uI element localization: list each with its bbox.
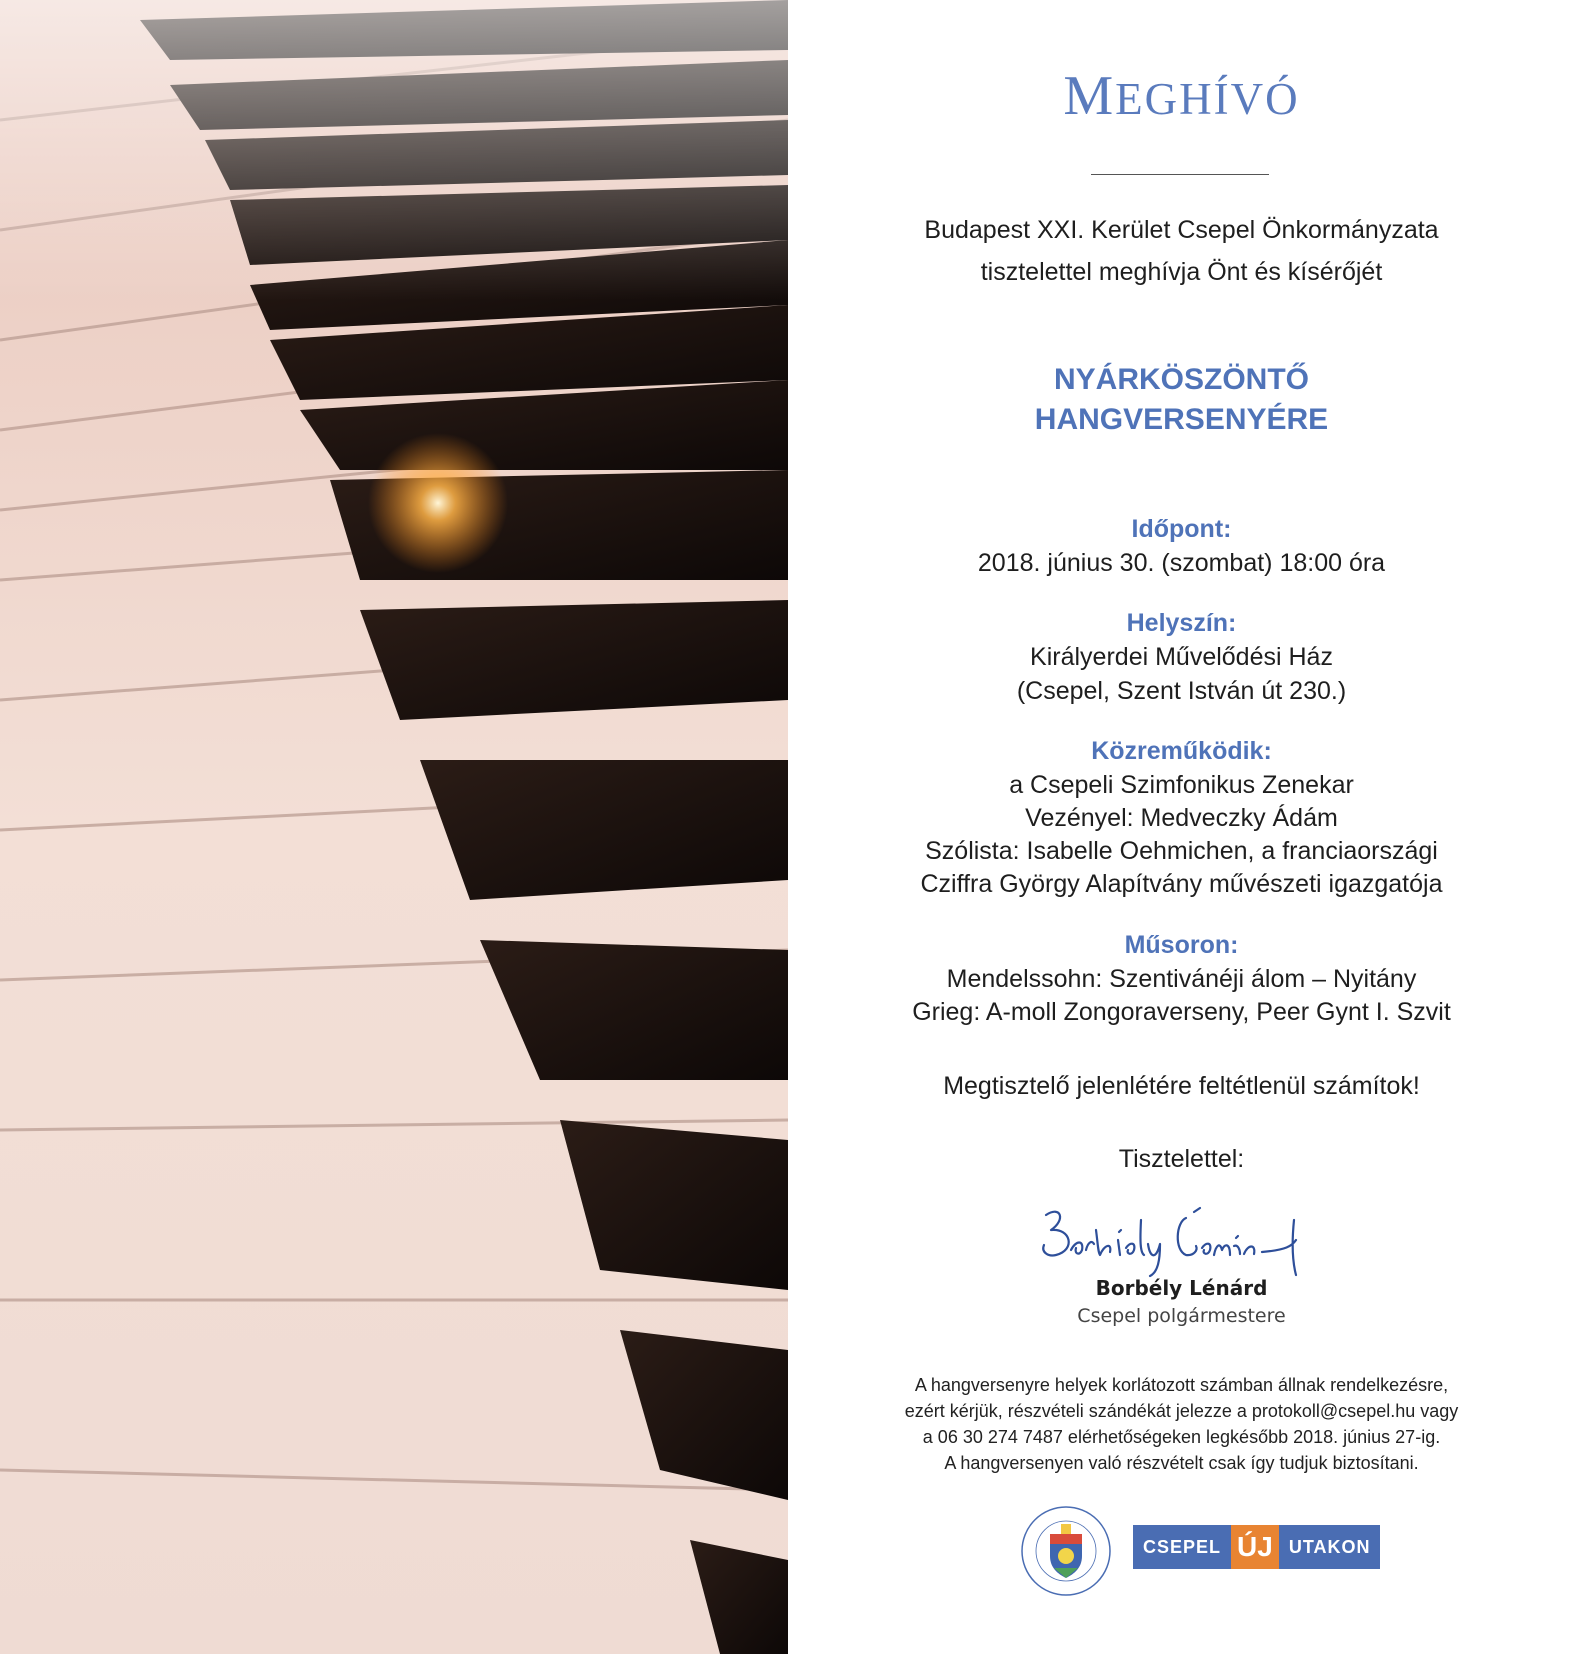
host-line-1: Budapest XXI. Kerület Csepel Önkormányzata — [924, 216, 1439, 244]
notice-line: a 06 30 274 7487 elérhetőségeken legkésőbb 2018. június 27-ig. — [922, 1427, 1441, 1447]
brand-right-text: UTAKON — [1279, 1525, 1381, 1569]
invitation-title: MEGHÍVÓ — [1063, 65, 1300, 127]
csepel-crest-logo — [1018, 1498, 1114, 1604]
title-divider — [1091, 174, 1269, 175]
brand-mid-text: ÚJ — [1231, 1525, 1279, 1569]
brand-left-text: CSEPEL — [1133, 1525, 1231, 1569]
invitation-panel — [788, 0, 1575, 1654]
csepel-uj-utakon-logo — [1133, 1525, 1380, 1569]
host-line-2: tisztelettel meghívja Önt és kísérőjét — [980, 258, 1383, 286]
regards-line: Tisztelettel: — [1118, 1145, 1245, 1173]
notice-line: ezért kérjük, részvételi szándékát jelezze a protokoll@csepel.hu vagy — [904, 1401, 1459, 1421]
performer-line: Vezényel: Medveczky Ádám — [1025, 804, 1338, 832]
handwritten-signature — [1026, 1200, 1326, 1280]
time-value: 2018. június 30. (szombat) 18:00 óra — [977, 549, 1386, 577]
program-line: Grieg: A-moll Zongoraverseny, Peer Gynt I. Szvit — [912, 998, 1451, 1026]
performer-line: a Csepeli Szimfonikus Zenekar — [1009, 771, 1354, 799]
performers-label: Közreműködik: — [1091, 737, 1272, 765]
signer-name: Borbély Lénárd — [1095, 1276, 1268, 1300]
notice-line: A hangversenyen való részvételt csak így tudjuk biztosítani. — [944, 1453, 1419, 1473]
venue-line-1: Királyerdei Művelődési Ház — [1030, 643, 1333, 671]
event-title-line-1: NYÁRKÖSZÖNTŐ — [1054, 363, 1309, 396]
venue-line-2: (Csepel, Szent István út 230.) — [1016, 677, 1347, 705]
closing-line: Megtisztelő jelenlétére feltétlenül számítok! — [943, 1072, 1420, 1100]
program-label: Műsoron: — [1124, 931, 1239, 959]
time-label: Időpont: — [1131, 515, 1232, 543]
event-title-line-2: HANGVERSENYÉRE — [1034, 403, 1329, 436]
notice-line: A hangversenyre helyek korlátozott számban állnak rendelkezésre, — [914, 1375, 1449, 1395]
performer-line: Szólista: Isabelle Oehmichen, a franciaországi — [925, 837, 1438, 865]
venue-label: Helyszín: — [1126, 609, 1237, 637]
performer-line: Cziffra György Alapítvány művészeti igazgatója — [920, 870, 1443, 898]
program-line: Mendelssohn: Szentivánéji álom – Nyitány — [946, 965, 1417, 993]
signer-role: Csepel polgármestere — [1077, 1305, 1286, 1327]
